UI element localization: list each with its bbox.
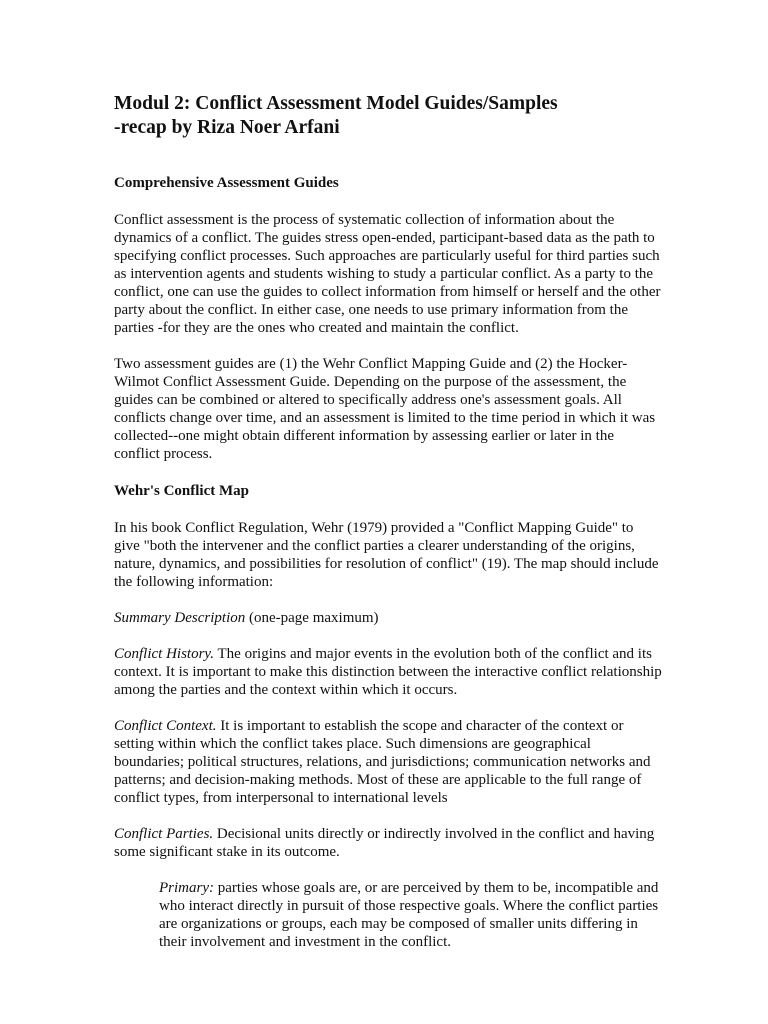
history-label: Conflict History. [114, 646, 215, 662]
primary-label: Primary: [159, 880, 214, 896]
document-page [114, 92, 662, 951]
parties-text: Decisional units directly or indirectly involved in the conflict and having some significant stake in its outcome. [114, 826, 655, 860]
primary-text: parties whose goals are, or are perceived by them to be, incompatible and who interact directly in pursuit of those respective goals. Where the conflict parties are organizations or groups, each may be composed of smaller units differing in their involvement and investment in the conflict. [159, 880, 659, 950]
context-label: Conflict Context. [114, 718, 217, 734]
paragraph-summary-description [114, 609, 662, 627]
paragraph-wehr-intro: In his book Conflict Regulation, Wehr (1979) provided a "Conflict Mapping Guide" to give "both the intervener and the conflict parties a clearer understanding of the origins, nature, dynamics, and possibilities for resolution of conflict" (19). The map should include the following information: [114, 520, 659, 590]
parties-label: Conflict Parties. [114, 826, 214, 842]
title-line-1: Modul 2: Conflict Assessment Model Guides/Samples [114, 93, 558, 114]
section-heading-wehr-map: Wehr's Conflict Map [114, 483, 249, 499]
summary-label: Summary Description [114, 610, 246, 626]
section-heading-assessment-guides: Comprehensive Assessment Guides [114, 175, 339, 191]
history-text: The origins and major events in the evolution both of the conflict and its context. It is important to make this distinction between the interactive conflict relationship among the parties and the context within which it occurs. [114, 646, 662, 698]
paragraph-conflict-context [114, 717, 662, 807]
paragraph-conflict-assessment: Conflict assessment is the process of systematic collection of information about the dynamics of a conflict. The guides stress open-ended, participant-based data as the path to specifying conflict processes. Such approaches are particularly useful for third parties such as intervention agents and students wishing to study a particular conflict. As a party to the conflict, one can use the guides to collect information from himself or herself and the other party about the conflict. In either case, one needs to use primary information from the parties -for they are the ones who created and maintain the conflict. [114, 212, 661, 336]
document-title [114, 92, 662, 140]
paragraph-conflict-parties [114, 825, 662, 861]
title-line-2: -recap by Riza Noer Arfani [114, 117, 340, 138]
paragraph-conflict-history [114, 645, 662, 699]
summary-text: (one-page maximum) [245, 610, 379, 626]
paragraph-primary-parties [159, 879, 659, 951]
paragraph-assessment-guides: Two assessment guides are (1) the Wehr Conflict Mapping Guide and (2) the Hocker-Wilmot Conflict Assessment Guide. Depending on the purpose of the assessment, the guides can be combined or altered to specifically address one's assessment goals. All conflicts change over time, and an assessment is limited to the time period in which it was collected--one might obtain different information by assessing earlier or later in the conflict process. [114, 356, 656, 462]
context-text: It is important to establish the scope and character of the context or setting within which the conflict takes place. Such dimensions are geographical boundaries; political structures, relations, and jurisdictions; communication networks and patterns; and decision-making methods. Most of these are applicable to the full range of conflict types, from interpersonal to international levels [114, 718, 651, 806]
